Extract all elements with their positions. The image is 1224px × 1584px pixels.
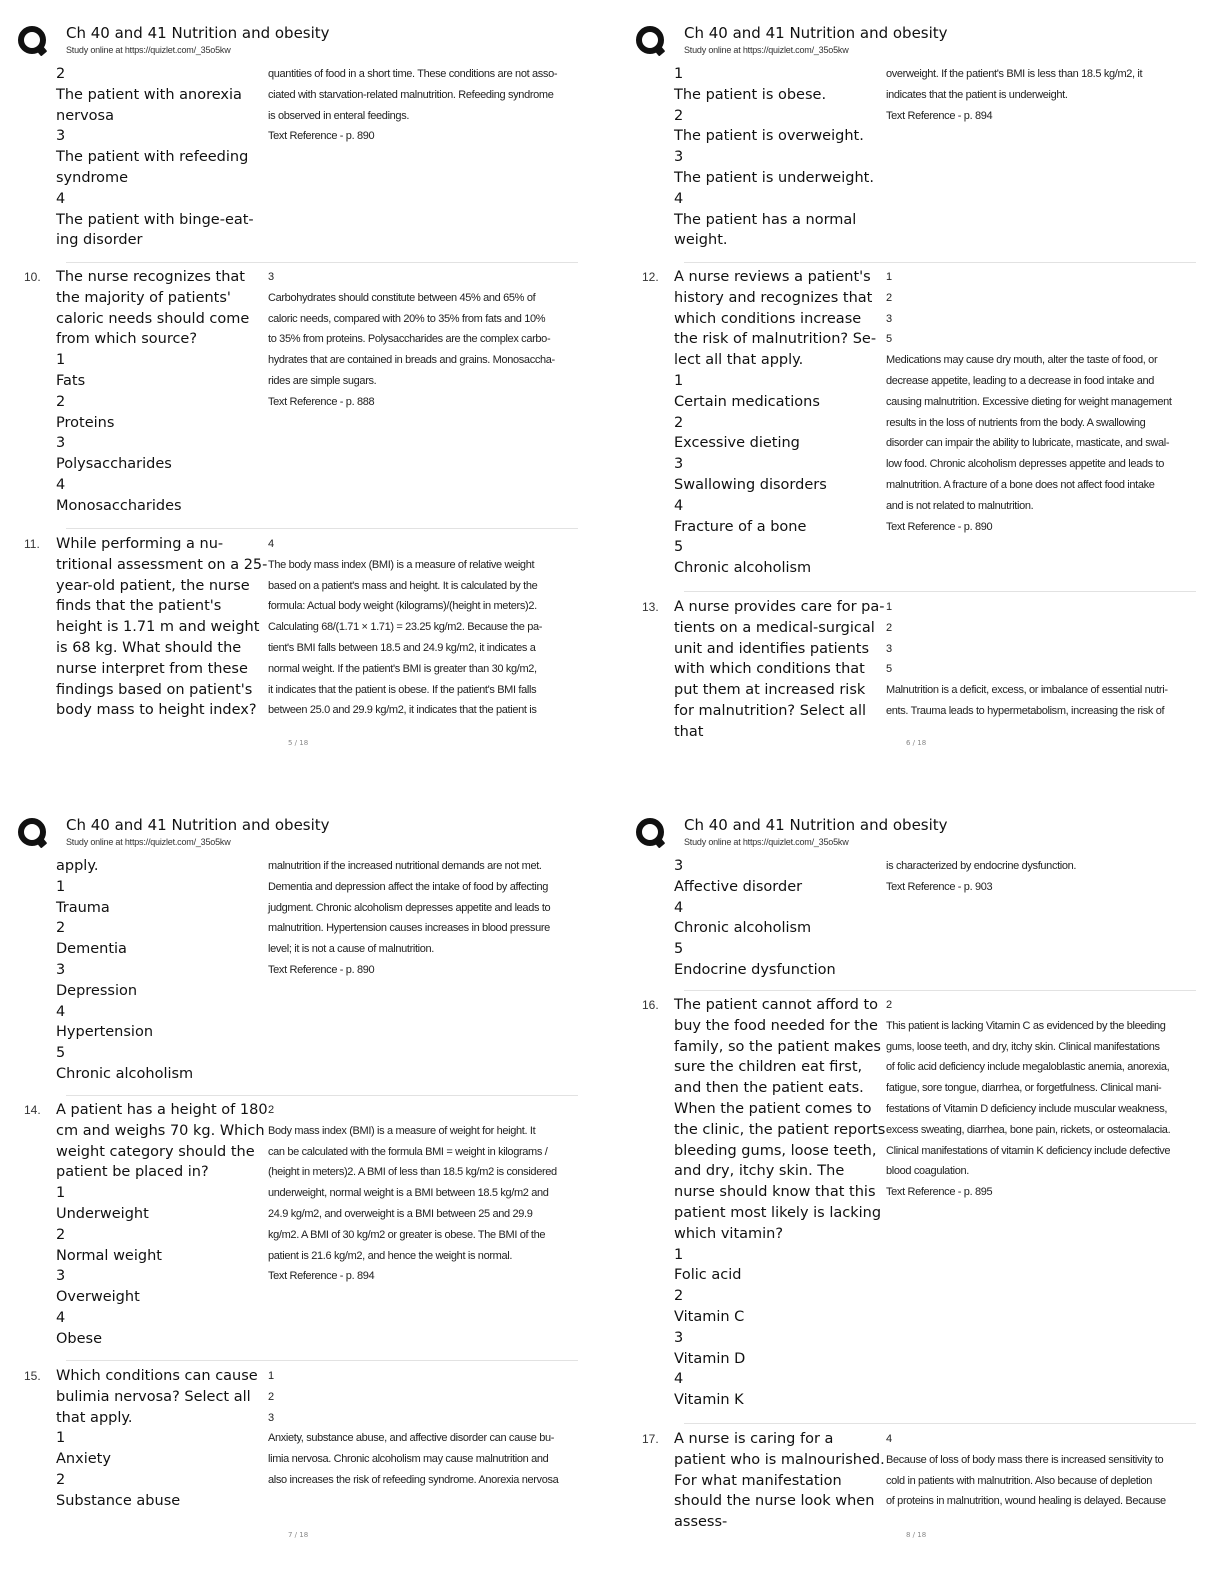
quizlet-logo-icon <box>636 818 664 846</box>
question-continuation: 3 Affective disorder 4 Chronic alcoholism 5 Endocrine dysfunction <box>674 858 836 978</box>
question-text: The patient cannot afford to buy the food needed for the family, so the patient makes sure the children eat first, and then the patient eats. When the patient comes to the clinic, the patient reports bleeding gums, loose teeth, and dry, itchy skin. The nurse should know that this patient most likely is lacking which vitamin? 1 Folic acid 2 Vitamin C 3 Vitamin D 4 Vitamin K <box>674 997 886 1409</box>
study-link[interactable]: Study online at https://quizlet.com/_35o5kw <box>66 837 231 847</box>
question-number: 14. <box>24 1103 41 1117</box>
page-title: Ch 40 and 41 Nutrition and obesity <box>66 24 330 42</box>
divider <box>66 1360 578 1361</box>
answer-text: 2 This patient is lacking Vitamin C as evidenced by the bleeding gums, loose teeth, and dry, itchy skin. Clinical manifestations of folic acid deficiency include megaloblastic anemia, anorexia, fatigue, sore tongue, diarrhea, or forgetfulness. Clinical mani- festations of Vitamin D deficiency include muscular weakness, excess sweating, diarrhea, bone pain, rickets, or osteomalacia. Clinical manifestations of vitamin K deficiency include defective blood coagulation. Text Reference - p. 895 <box>886 999 1171 1199</box>
answer-continuation: is characterized by endocrine dysfunction. Text Reference - p. 903 <box>886 860 1077 893</box>
study-link[interactable]: Study online at https://quizlet.com/_35o5kw <box>684 837 849 847</box>
question-number: 13. <box>642 600 659 614</box>
question-continuation: apply. 1 Trauma 2 Dementia 3 Depression 4 Hypertension 5 Chronic alcoholism <box>56 858 194 1082</box>
document-page-5 <box>18 20 598 780</box>
question-number: 15. <box>24 1369 41 1383</box>
document-page-7 <box>18 812 598 1572</box>
answer-continuation: overweight. If the patient's BMI is less than 18.5 kg/m2, it indicates that the patient is underweight. Text Reference - p. 894 <box>886 68 1143 122</box>
answer-text: 4 The body mass index (BMI) is a measure of relative weight based on a patient's mass and height. It is calculated by the formula: Actual body weight (kilograms)/(height in meters)2. Calculating 68/(1.71 × 1.71) = 23.25 kg/m2. Because the pa- tient's BMI falls between 18.5 and 24.9 kg/m2, it indicates a normal weight. If the patient's BMI is greater than 30 kg/m2, it indicates that the patient is obese. If the patient's BMI falls between 25.0 and 29.9 kg/m2, it indicates that the patient is <box>268 538 543 717</box>
study-link[interactable]: Study online at https://quizlet.com/_35o5kw <box>66 45 231 55</box>
page-number: 5 / 18 <box>288 739 309 747</box>
question-text: While performing a nu-tritional assessment on a 25-year-old patient, the nurse finds that the patient's height is 1.71 m and weight is 68 kg. What should the nurse interpret from these findings based on patient's body mass to height index? <box>56 536 268 719</box>
question-number: 10. <box>24 270 41 284</box>
page-number: 7 / 18 <box>288 1531 309 1539</box>
question-text: A patient has a height of 180 cm and weighs 70 kg. Which weight category should the patient be placed in? 1 Underweight 2 Normal weight 3 Overweight 4 Obese <box>56 1102 268 1347</box>
divider <box>66 1095 578 1096</box>
page-number: 8 / 18 <box>906 1531 927 1539</box>
answer-text: 2 Body mass index (BMI) is a measure of weight for height. It can be calculated with the formula BMI = weight in kilograms / (height in meters)2. A BMI of less than 18.5 kg/m2 is considered underweight, normal weight is a BMI between 18.5 kg/m2 and 24.9 kg/m2, and overweight is a BMI between 25 and 29.9 kg/m2. A BMI of 30 kg/m2 or greater is obese. The BMI of the patient is 21.6 kg/m2, and hence the weight is normal. Text Reference - p. 894 <box>268 1104 557 1283</box>
quizlet-logo-icon <box>18 26 46 54</box>
question-continuation: 2 The patient with anorexia nervosa 3 The patient with refeeding syndrome 4 The patient with binge-eat-ing disorder <box>56 66 254 249</box>
question-number: 11. <box>24 537 40 551</box>
quizlet-logo-icon <box>18 818 46 846</box>
question-text: Which conditions can cause bulimia nervosa? Select all that apply. 1 Anxiety 2 Substance abuse <box>56 1368 258 1509</box>
page-number: 6 / 18 <box>906 739 927 747</box>
quizlet-logo-icon <box>636 26 664 54</box>
page-header <box>18 812 578 852</box>
document-page-8 <box>636 812 1216 1572</box>
question-text: A nurse is caring for a patient who is malnourished. For what manifestation should the nurse look when assess- <box>674 1431 885 1531</box>
page-header <box>636 812 1196 852</box>
page-header <box>18 20 578 60</box>
question-number: 17. <box>642 1432 659 1446</box>
divider <box>66 528 578 529</box>
page-title: Ch 40 and 41 Nutrition and obesity <box>684 816 948 834</box>
divider <box>684 591 1196 592</box>
divider <box>684 990 1196 991</box>
page-title: Ch 40 and 41 Nutrition and obesity <box>684 24 948 42</box>
question-number: 16. <box>642 998 659 1012</box>
question-text: A nurse provides care for pa-tients on a medical-surgical unit and identifies patients with which conditions that put them at increased risk for malnutrition? Select all that <box>674 599 885 740</box>
study-link[interactable]: Study online at https://quizlet.com/_35o5kw <box>684 45 849 55</box>
page-header <box>636 20 1196 60</box>
question-text: A nurse reviews a patient's history and recognizes that which conditions increase the risk of malnutrition? Se-lect all that apply. 1 Certain medications 2 Excessive dieting 3 Swallowing disorders 4 Fracture of a bone 5 Chronic alcoholism <box>674 269 877 577</box>
question-text: The nurse recognizes that the majority of patients' caloric needs should come from which source? 1 Fats 2 Proteins 3 Polysaccharides 4 Monosaccharides <box>56 269 250 514</box>
answer-text: 3 Carbohydrates should constitute between 45% and 65% of caloric needs, compared with 20% to 35% from fats and 10% to 35% from proteins. Polysaccharides are the complex carbo- hydrates that are contained in breads and grains. Monosaccha- rides are simple sugars. Text Reference - p. 888 <box>268 271 555 408</box>
answer-text: 1 2 3 5 Malnutrition is a deficit, excess, or imbalance of essential nutri- ents. Trauma leads to hypermetabolism, increasing the risk of <box>886 601 1168 717</box>
divider <box>684 262 1196 263</box>
divider <box>684 1423 1196 1424</box>
answer-continuation: malnutrition if the increased nutritional demands are not met. Dementia and depression affect the intake of food by affecting judgment. Chronic alcoholism depresses appetite and leads to malnutrition. Hypertension causes increases in blood pressure level; it is not a cause of malnutrition. Text Reference - p. 890 <box>268 860 551 976</box>
answer-continuation: quantities of food in a short time. These conditions are not asso- ciated with starvation-related malnutrition. Refeeding syndrome is observed in enteral feedings. Text Reference - p. 890 <box>268 68 558 143</box>
document-page-6 <box>636 20 1216 780</box>
answer-text: 4 Because of loss of body mass there is increased sensitivity to cold in patients with malnutrition. Also because of depletion of proteins in malnutrition, wound healing is delayed. Because <box>886 1433 1166 1508</box>
question-number: 12. <box>642 270 659 284</box>
divider <box>66 262 578 263</box>
question-continuation: 1 The patient is obese. 2 The patient is overweight. 3 The patient is underweight. 4 The patient has a normal weight. <box>674 66 874 249</box>
answer-text: 1 2 3 5 Medications may cause dry mouth, alter the taste of food, or decrease appetite, leading to a decrease in food intake and causing malnutrition. Excessive dieting for weight management results in the loss of nutrients from the body. A swallowing disorder can impair the ability to lubricate, masticate, and swal- low food. Chronic alcoholism depresses appetite and leads to malnutrition. A fracture of a bone does not affect food intake and is not related to malnutrition. Text Reference - p. 890 <box>886 271 1172 533</box>
answer-text: 1 2 3 Anxiety, substance abuse, and affective disorder can cause bu- limia nervosa. Chronic alcoholism may cause malnutrition and also increases the risk of refeeding syndrome. Anorexia nervosa <box>268 1370 559 1486</box>
page-title: Ch 40 and 41 Nutrition and obesity <box>66 816 330 834</box>
